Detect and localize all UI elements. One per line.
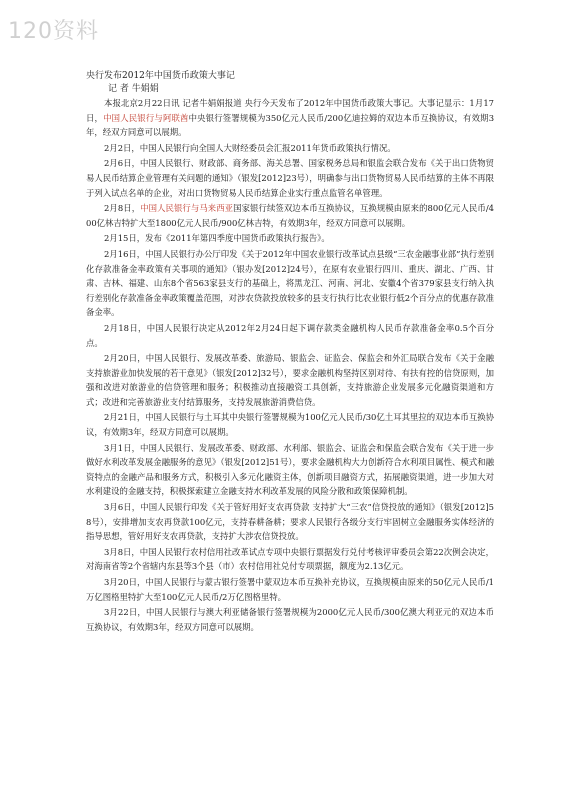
paragraph-text: 中央银行签署规模为350亿元人民币/200亿迪拉姆的双边本币互换协议，有效期3年，经双方同意可以展期。 [86, 112, 495, 138]
paragraph-text: 3月6日，中国人民银行印发《关于管好用好支农再贷款 支持扩大“三农”信贷投放的通知》（银发[2012]58号），安排增加支农再贷款100亿元，支持春耕备耕；要求人民银行各级分支行牢固树立金融服务实体经济的指导思想，管好用好支农再贷款，支持扩大涉农信贷投放。 [86, 502, 494, 542]
paragraph-text: 2月8日， [104, 203, 141, 214]
paragraph-text: 3月8日，中国人民银行农村信用社改革试点专项中央银行票据发行兑付考核评审委员会第22次例会决定，对海南省等2个省辖内东县等3个县（市）农村信用社兑付专项票据，额度为2.13亿元。 [86, 546, 494, 572]
highlighted-text: 中国人民银行与阿联酋 [103, 112, 189, 123]
paragraph [86, 156, 494, 200]
paragraph-text: 2月6日，中国人民银行、财政部、商务部、海关总署、国家税务总局和银监会联合发布《关于出口货物贸易人民币结算企业管理有关问题的通知》（银发[2012]23号），明确参与出口货物贸易人民币结算的主体不再限于列入试点名单的企业，对出口货物贸易人民币结算企业实行重点监管名单管理。 [86, 158, 494, 198]
paragraph [86, 321, 494, 350]
paragraph-text: 2月21日，中国人民银行与土耳其中央银行签署规模为100亿元人民币/30亿土耳其里拉的双边本币互换协议，有效期3年，经双方同意可以展期。 [86, 412, 494, 438]
paragraph [86, 545, 494, 574]
paragraph [86, 201, 494, 230]
byline: 记 者 牛娟娟 [108, 84, 159, 94]
paragraph-text: 3月22日，中国人民银行与澳大利亚储备银行签署规模为2000亿元人民币/300亿澳大利亚元的双边本币互换协议，有效期3年，经双方同意可以展期。 [86, 607, 494, 632]
paragraph [86, 500, 494, 544]
paragraph-text: 国家银行续签双边本币互换协议，互换规模由原来的800亿元人民币/400亿林吉特扩大至1800亿元人民币/900亿林吉特，有效期3年，经双方同意可以展期。 [86, 203, 494, 228]
paragraph [86, 441, 494, 499]
paragraph [86, 141, 494, 156]
paragraph-text: 2月20日，中国人民银行、发展改革委、旅游局、银监会、证监会、保监会和外汇局联合发布《关于金融支持旅游业加快发展的若干意见》（银发[2012]32号），要求金融机构坚持区别对待、有扶有控的信贷原则，加强和改进对旅游业的信贷管理和服务；积极推动直接融资工具创新，支持旅游企业发展多元化融资渠道和方式；改进和完善旅游业支付结算服务，支持发展旅游消费信贷。 [86, 353, 494, 407]
paragraph-text: 2月2日，中国人民银行向全国人大财经委员会汇报2011年货币政策执行情况。 [104, 142, 396, 153]
paragraph [86, 247, 494, 320]
document-title: 央行发布2012年中国货币政策大事记 [86, 71, 235, 81]
paragraph-text: 2月18日，中国人民银行决定从2012年2月24日起下调存款类金融机构人民币存款准备金率0.5个百分点。 [86, 322, 494, 348]
paragraph-text: 3月1日，中国人民银行、发展改革委、财政部、水利部、银监会、证监会和保监会联合发布《关于进一步做好水利改革发展金融服务的意见》（银发[2012]51号），要求金融机构大力创新符合水利项目属性、模式和融资特点的金融产品和服务方式，积极引入多元化融资主体，创新项目融资方式，拓展融资渠道，进一步加大对水利建设的金融支持，积极探索建立金融支持水利改革发展的风险分散和政策保障机制。 [86, 442, 494, 497]
paragraph [86, 231, 494, 246]
paragraph-list [86, 96, 494, 634]
paragraph [86, 410, 494, 439]
document-body [86, 70, 494, 635]
paragraph [86, 605, 494, 634]
highlighted-text: 中国人民银行与马来西亚 [140, 203, 234, 214]
watermark-text: 120资料 [8, 19, 99, 44]
paragraph-text: 本报北京2月22日讯 记者牛娟娟报道 央行今天发布了2012年中国货币政策大事记。大事记显示：1月17日， [86, 98, 494, 123]
paragraph [86, 96, 494, 140]
paragraph [86, 575, 494, 604]
paragraph-text: 3月20日，中国人民银行与蒙古银行签署中蒙双边本币互换补充协议，互换规模由原来的50亿元人民币/1万亿图格里特扩大至100亿元人民币/2万亿图格里特。 [86, 577, 494, 602]
paragraph-text: 2月16日，中国人民银行办公厅印发《关于2012年中国农业银行改革试点县级“三农金融事业部”执行差别化存款准备金率政策有关事项的通知》（银办发[2012]24号），在原有农业银行四川、重庆、湖北、广西、甘肃、吉林、福建、山东8个省563家县支行的基础上，将黑龙江、河南、河北、安徽4个省379家县支行纳入执行差别化存款准备金率政策覆盖范围，对涉农贷款投放较多的县支行执行比农业银行低2个百分点的优惠存款准备金率。 [86, 248, 494, 318]
paragraph [86, 351, 494, 409]
paragraph-text: 2月15日，发布《2011年第四季度中国货币政策执行报告》。 [104, 233, 330, 244]
